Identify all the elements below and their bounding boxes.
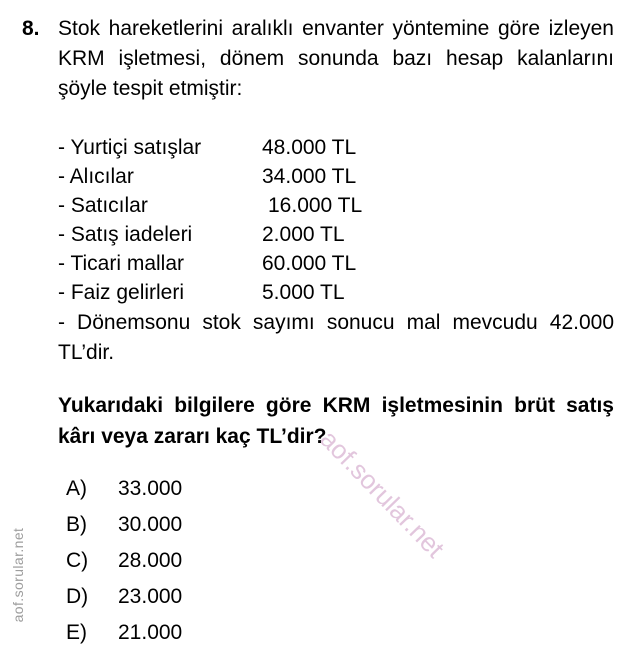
balance-label: - Satıcılar [58,194,148,217]
answer-options [66,471,466,651]
balance-label: - Faiz gelirleri [58,281,185,304]
list-item [58,249,614,278]
option-value: 33.000 [118,477,183,500]
list-item [58,162,614,191]
question-stem-block [22,14,614,104]
question-number: 8. [22,17,40,40]
option-c[interactable] [66,543,466,579]
balance-value: 5.000 TL [262,281,345,304]
balance-value: 2.000 TL [262,223,345,246]
option-d[interactable] [66,579,466,615]
balance-value: 48.000 TL [262,136,357,159]
balance-label: - Satış iadeleri [58,223,193,246]
balance-value: 60.000 TL [262,252,357,275]
option-a[interactable] [66,471,466,507]
option-letter: C) [66,549,89,572]
balance-label: - Yurtiçi satışlar [58,136,202,159]
account-balances-list [58,133,614,307]
sidebar-watermark: aof.sorular.net [10,527,26,623]
question-stem-text: Stok hareketlerini aralıklı envanter yöntemine göre izleyen KRM işletmesi, dönem sonunda bazı hesap kalanlarını şöyle tespit etmiştir: [58,17,614,100]
option-value: 30.000 [118,513,183,536]
option-e[interactable] [66,615,466,651]
balance-value: 34.000 TL [262,165,357,188]
balance-label: - Ticari mallar [58,252,185,275]
closing-inventory-note: - Dönemsonu stok sayımı sonucu mal mevcudu 42.000 TL’dir. [58,311,614,364]
option-letter: E) [66,621,87,644]
question-prompt: Yukarıdaki bilgilere göre KRM işletmesinin brüt satış kârı veya zararı kaç TL’dir? [58,394,614,448]
option-letter: A) [66,477,87,500]
option-value: 23.000 [118,585,183,608]
diagonal-watermark: aof.sorular.net [314,424,451,564]
list-item [58,133,614,162]
balance-label: - Alıcılar [58,165,134,188]
option-value: 21.000 [118,621,183,644]
list-item [58,220,614,249]
option-letter: D) [66,585,89,608]
option-b[interactable] [66,507,466,543]
balance-value: 16.000 TL [268,194,363,217]
list-item [58,278,614,307]
option-letter: B) [66,513,87,536]
list-item [58,191,614,220]
option-value: 28.000 [118,549,183,572]
